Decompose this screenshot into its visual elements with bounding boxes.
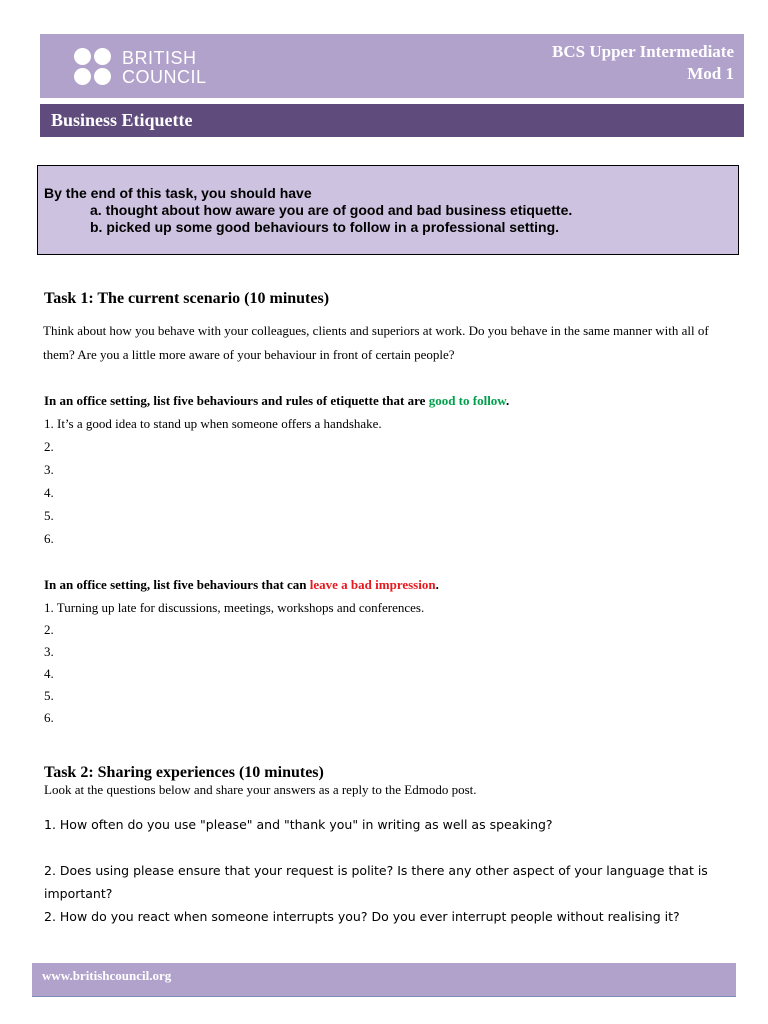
task2-heading: Task 2: Sharing experiences (10 minutes): [44, 764, 324, 781]
task1-heading: Task 1: The current scenario (10 minutes): [44, 290, 330, 307]
bad-list-item: 5.: [44, 688, 54, 703]
bad-list-item: 1. Turning up late for discussions, meetings, workshops and conferences.: [44, 600, 425, 615]
objective-item: b. picked up some good behaviours to follow in a professional setting.: [90, 219, 560, 235]
objectives-box: [37, 165, 739, 255]
discussion-question: 1. How often do you use "please" and "thank you" in writing as well as speaking?: [44, 817, 553, 832]
course-name: BCS Upper Intermediate: [552, 42, 734, 61]
objective-item: a. thought about how aware you are of good and bad business etiquette.: [90, 202, 573, 218]
course-title: [552, 41, 734, 85]
good-behaviours-prompt: [44, 393, 509, 409]
bad-behaviours-prompt: [44, 577, 439, 593]
good-list-item: 2.: [44, 439, 54, 454]
good-list-item: 3.: [44, 462, 54, 477]
module-label: Mod 1: [687, 64, 734, 83]
bad-list-item: 4.: [44, 666, 54, 681]
bad-list-item: 2.: [44, 622, 54, 637]
bad-highlight: leave a bad impression: [309, 577, 436, 592]
logo-line1: BRITISH: [122, 48, 197, 68]
discussion-question: 2. Does using please ensure that your request is polite? Is there any other aspect of your language that is important?: [44, 863, 708, 901]
bad-list-item: 6.: [44, 710, 54, 725]
task2-instruction: Look at the questions below and share your answers as a reply to the Edmodo post.: [44, 782, 477, 797]
header-band: [40, 34, 744, 98]
bad-prompt-suffix: .: [435, 577, 439, 592]
good-highlight: good to follow: [428, 393, 506, 408]
good-list-item: 1. It’s a good idea to stand up when someone offers a handshake.: [44, 416, 382, 431]
bad-prompt-prefix: In an office setting, list five behaviours that can: [44, 577, 310, 592]
bad-list-item: 3.: [44, 644, 54, 659]
logo-dots-icon: [74, 48, 112, 86]
discussion-question: 2. How do you react when someone interrupts you? Do you ever interrupt people without realising it?: [44, 909, 680, 924]
british-council-logo: [74, 48, 234, 88]
good-prompt-prefix: In an office setting, list five behaviours and rules of etiquette that are: [44, 393, 429, 408]
footer-link[interactable]: www.britishcouncil.org: [42, 968, 172, 983]
good-prompt-suffix: .: [505, 393, 510, 408]
good-list-item: 6.: [44, 531, 54, 546]
task1-paragraph: Think about how you behave with your colleagues, clients and superiors at work. Do you behave in the same manner with all of them? Are you a little more aware of your behaviour in front of certain people?: [43, 323, 709, 362]
good-list-item: 4.: [44, 485, 54, 500]
footer-band: [32, 963, 736, 997]
logo-line2: COUNCIL: [122, 67, 207, 87]
title-bar: [40, 104, 744, 137]
good-list-item: 5.: [44, 508, 54, 523]
objectives-intro: By the end of this task, you should have: [44, 185, 312, 201]
page-title: Business Etiquette: [51, 110, 193, 130]
